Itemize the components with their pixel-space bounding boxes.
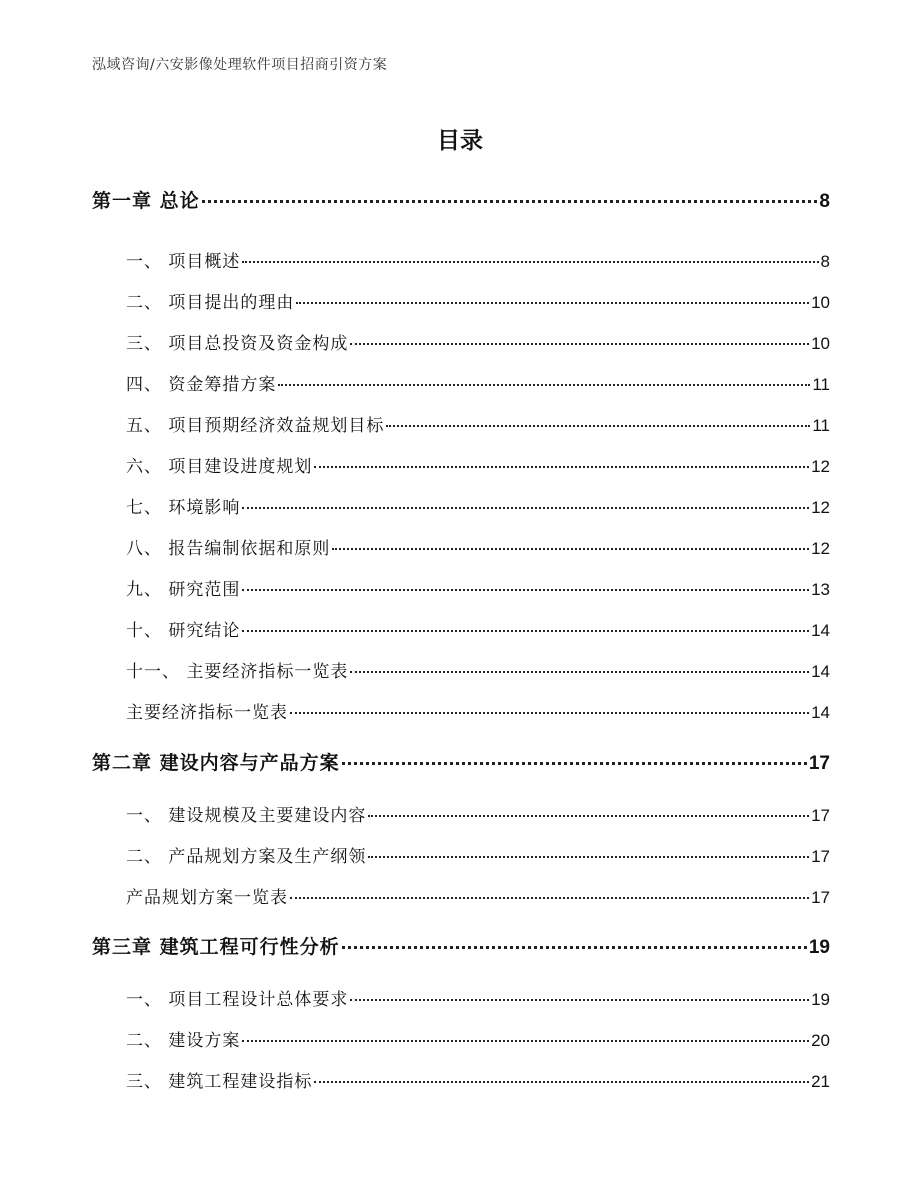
toc-entry-page: 8: [819, 191, 830, 212]
dot-leader: [350, 999, 809, 1001]
toc-entry-label: 产品规划方案一览表: [126, 888, 288, 908]
toc-entry[interactable]: [126, 842, 830, 867]
dot-leader: [278, 384, 810, 386]
toc-entry[interactable]: [126, 801, 830, 826]
toc-entry-page: 19: [808, 937, 830, 958]
toc-entry[interactable]: [126, 698, 830, 723]
toc-entry[interactable]: [126, 370, 830, 395]
toc-entry-chapter-2[interactable]: [92, 748, 830, 775]
dot-leader: [350, 671, 809, 673]
toc-entry-label: 三、 项目总投资及资金构成: [126, 334, 349, 354]
toc-entry-page: 14: [811, 621, 830, 640]
dot-leader: [242, 261, 818, 263]
toc-entry-page: 14: [811, 703, 830, 722]
toc-entry-label: 二、 产品规划方案及生产纲领: [126, 847, 367, 867]
toc-entry-label: 一、 项目概述: [126, 252, 241, 272]
toc-entry-chapter-3[interactable]: [92, 932, 830, 959]
toc-entry-label: 七、 环境影响: [126, 498, 241, 518]
toc-entry-page: 10: [811, 334, 830, 353]
toc-entry[interactable]: [126, 575, 830, 600]
toc-entry[interactable]: [126, 288, 830, 313]
toc-entry-label: 一、 项目工程设计总体要求: [126, 990, 349, 1010]
toc-entry-label: 五、 项目预期经济效益规划目标: [126, 416, 385, 436]
toc-entry[interactable]: [126, 657, 830, 682]
toc-entry[interactable]: [126, 1067, 830, 1092]
toc-entry[interactable]: [126, 452, 830, 477]
toc-entry-label: 一、 建设规模及主要建设内容: [126, 806, 367, 826]
dot-leader: [242, 589, 809, 591]
dot-leader: [242, 630, 809, 632]
toc-entry-label: 三、 建筑工程建设指标: [126, 1072, 313, 1092]
dot-leader: [342, 946, 807, 949]
dot-leader: [314, 1081, 809, 1083]
toc-entry-page: 12: [811, 498, 830, 517]
toc-entry-page: 8: [820, 252, 830, 271]
toc-entry-page: 12: [811, 539, 830, 558]
toc-entry-label: 主要经济指标一览表: [126, 703, 288, 723]
toc-entry-page: 14: [811, 662, 830, 681]
toc-entry-page: 20: [811, 1031, 830, 1050]
toc-entry[interactable]: [126, 883, 830, 908]
dot-leader: [368, 856, 809, 858]
toc-entry-page: 17: [811, 806, 830, 825]
toc-entry[interactable]: [126, 411, 830, 436]
toc-entry[interactable]: [126, 493, 830, 518]
toc-entry-label: 六、 项目建设进度规划: [126, 457, 313, 477]
toc-entry-page: 21: [811, 1072, 830, 1091]
dot-leader: [368, 815, 809, 817]
dot-leader: [290, 897, 809, 899]
toc-entry-label: 二、 建设方案: [126, 1031, 241, 1051]
toc-entry-page: 12: [811, 457, 830, 476]
toc-entry-label: 八、 报告编制依据和原则: [126, 539, 331, 559]
toc-entry-label: 第二章 建设内容与产品方案: [92, 752, 340, 774]
dot-leader: [386, 425, 810, 427]
toc-entry-label: 十一、 主要经济指标一览表: [126, 662, 349, 682]
dot-leader: [202, 200, 818, 203]
toc-entry-page: 11: [812, 416, 830, 435]
dot-leader: [296, 302, 809, 304]
toc-entry[interactable]: [126, 247, 830, 272]
toc-entry[interactable]: [126, 1026, 830, 1051]
dot-leader: [332, 548, 809, 550]
dot-leader: [342, 762, 807, 765]
dot-leader: [314, 466, 809, 468]
toc-entry[interactable]: [126, 329, 830, 354]
running-header: 泓域咨询/六安影像处理软件项目招商引资方案: [92, 57, 388, 73]
toc-entry-label: 二、 项目提出的理由: [126, 293, 295, 313]
toc-entry-page: 11: [812, 375, 830, 394]
toc-entry-label: 九、 研究范围: [126, 580, 241, 600]
toc-entry[interactable]: [126, 985, 830, 1010]
toc-entry-page: 10: [811, 293, 830, 312]
toc-entry-page: 19: [811, 990, 830, 1009]
toc-entry[interactable]: [126, 616, 830, 641]
dot-leader: [350, 343, 809, 345]
toc-entry-label: 第一章 总论: [92, 190, 200, 212]
toc-title: 目录: [437, 128, 483, 154]
toc-entry-chapter-1[interactable]: [92, 186, 830, 213]
dot-leader: [242, 1040, 809, 1042]
toc-entry-label: 十、 研究结论: [126, 621, 241, 641]
dot-leader: [290, 712, 809, 714]
toc-entry-label: 第三章 建筑工程可行性分析: [92, 936, 340, 958]
toc-entry-page: 17: [808, 753, 830, 774]
toc-entry-page: 17: [811, 888, 830, 907]
dot-leader: [242, 507, 809, 509]
toc-entry-page: 17: [811, 847, 830, 866]
toc-entry-label: 四、 资金筹措方案: [126, 375, 277, 395]
toc-entry-page: 13: [811, 580, 830, 599]
toc-entry[interactable]: [126, 534, 830, 559]
